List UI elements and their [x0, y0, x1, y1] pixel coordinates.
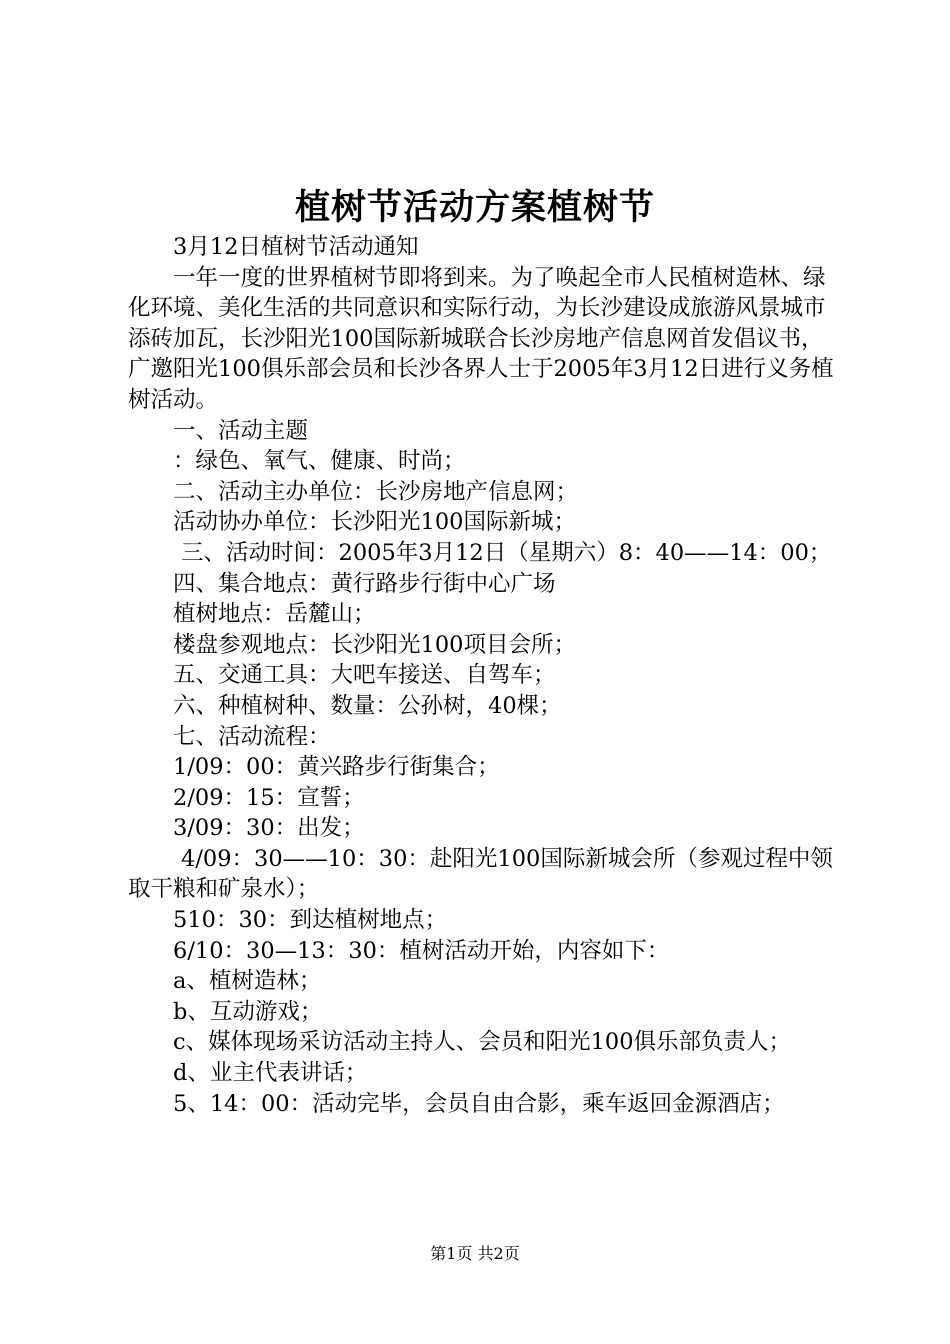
intro-paragraph: 一年一度的世界植树节即将到来。为了唤起全市人民植树造林、绿化环境、美化生活的共同意识和实际行动，为长沙建设成旅游风景城市添砖加瓦，长沙阳光100国际新城联合长沙房地产信息网首发倡议书，广邀阳光100俱乐部会员和长沙各界人士于2005年3月12日进行义务植树活动。	[128, 264, 834, 413]
gathering-place-line: 四、集合地点：黄行路步行街中心广场	[173, 570, 556, 597]
document-body	[128, 232, 843, 1119]
planting-place-line: 植树地点：岳麓山；	[173, 601, 376, 628]
notice-heading: 3月12日植树节活动通知	[173, 234, 419, 260]
co-organizer-line: 活动协办单位：长沙阳光100国际新城；	[173, 509, 576, 536]
activity-item-d: d、业主代表讲话；	[173, 1060, 368, 1087]
process-step-2: 2/09：15：宣誓；	[173, 784, 365, 811]
section-theme-heading: 一、活动主题	[173, 417, 309, 444]
process-heading: 七、活动流程：	[173, 723, 331, 750]
document-title: 植树节活动方案植树节	[294, 187, 655, 228]
process-step-1: 1/09：00：黄兴路步行街集合；	[173, 754, 500, 781]
process-step-6: 6/10：30—13：30：植树活动开始，内容如下：	[173, 937, 670, 964]
organizer-line: 二、活动主办单位：长沙房地产信息网；	[173, 478, 579, 505]
closing-line: 5、14：00：活动完毕，会员自由合影，乘车返回金源酒店；	[173, 1090, 785, 1117]
process-step-5: 510：30：到达植树地点；	[173, 907, 448, 934]
page-footer: 第1页 共2页	[430, 1244, 520, 1263]
visit-place-line: 楼盘参观地点：长沙阳光100项目会所；	[173, 631, 576, 658]
process-step-4: 4/09：30——10：30：赴阳光100国际新城会所（参观过程中领取干粮和矿泉水）；	[128, 845, 833, 903]
theme-content: ：绿色、氧气、健康、时尚；	[173, 448, 466, 475]
time-line: 三、活动时间：2005年3月12日（星期六）8：40——14：00；	[181, 539, 832, 566]
process-step-3: 3/09：30：出发；	[173, 815, 365, 842]
activity-item-b: b、互动游戏；	[173, 998, 323, 1025]
activity-item-c: c、媒体现场采访活动主持人、会员和阳光100俱乐部负责人；	[173, 1029, 792, 1056]
activity-item-a: a、植树造林；	[173, 968, 322, 995]
transport-line: 五、交通工具：大吧车接送、自驾车；	[173, 662, 556, 689]
tree-species-line: 六、种植树种、数量：公孙树，40棵；	[173, 692, 562, 719]
